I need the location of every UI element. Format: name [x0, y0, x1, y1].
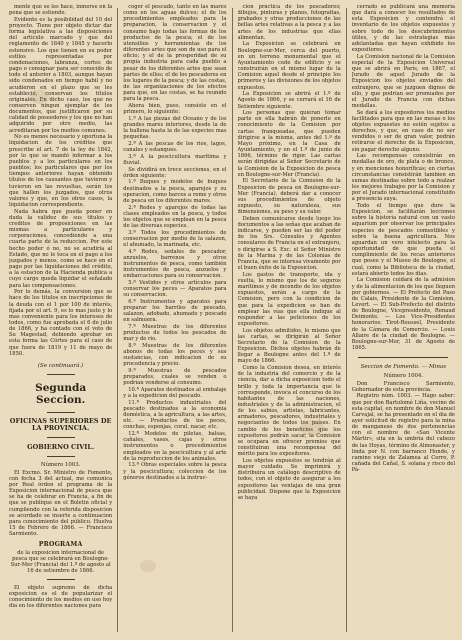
paragraph: 1.ª Buques y modelos de buques destinados a la pesca, aparejos y su operacion, como barcos a reme y otros de pesca en los diferentes mares. [123, 179, 227, 204]
paragraph: 9.ª Muestras de pescados preparados, cuales se venden o podrian venderse al consumo. [123, 368, 227, 387]
continuation-note: (Se continuará.) [37, 362, 84, 369]
paragraph: 1.ª A las piezas del Oceano y de los grandes mares interiores, desde la de la ballena hasta la de las especies mas pequeñas. [123, 115, 227, 141]
paragraph: 11.ª Productos industriales del pescado destinados a la economia doméstica, a la agricultura, a las artes, etc. — Productos de los peces, conchas, esponjas, coral, nacar, etc. [123, 399, 227, 431]
paragraph: cion práctica de los pescadores; dibujos, pinturas y planos, fotografias, grabados y otras producciones de las bellas artes relativas a la pesca y a las artes de los industrias que ellas alimentan. [237, 4, 341, 41]
paragraph: mente que se les hace, inmerse en la pena que se estiende. [9, 4, 113, 17]
divider [358, 357, 448, 358]
paragraph: La Exposicion se celebrará en Boulogne-sur-Mer, cerca del puerto, en un terreno monumental que el Ayuntamiento cede de edificio y se construirán en el mismo lugar de la Comision aquel desde el principio los primeros y las divisiones de los objetos expuestos. [237, 41, 341, 91]
paragraph: 13.ª Obras especiales sobre la pesca y la pescicultura; coleccion de los géneros destinados a la instruc- [123, 462, 227, 481]
column-4 [352, 4, 455, 636]
column-1 [9, 4, 112, 636]
paragraph: No es menos necesario y oportuna la liquidacion de los créditos que prescribe el art. 7 de la ley de 1842, por lo que se mandó informar a los pueblos y a los particulares en los pueblos; los particulares que por los tiempos anteriores hayan obtenido títulos de los causantes que tuvieron y tuvieron en las revueltas, serán los que hallen los juzgados, que otros valores y que, en los otros casos, la liquidacion correspondiente. [9, 134, 113, 208]
paragraph: Los gastos de transporte, ida y vuelta, lo mismo que los de seguros marítimos y de incendio de los objetos expuestos, serán a cargo de la Comision, pero con la condicion de que para la expedicion se han de emplear las vías que ella indique al responder a las peticiones de los expositores. [237, 271, 341, 327]
paragraph: Ahora bien, pues, consiste en el primero, lo siguiente: [123, 103, 227, 116]
paragraph: Nada habra que pueda poner en duda la validez de sus titulos y creditos de proposiciones en las mismas a particulares y corporaciones, concediendo a una cuarta parte de la reduccion. Por este hecho poder ó no, no se acudiria al Estado, que no le toca en el pago a los juzgados y menos, como se hace en el pago por las liquidaciones del crédito, a la estacion de la Hacienda publica a cuyo cargo queda liquidar el señalado para las compensaciones. [9, 208, 113, 289]
column-rule [232, 8, 233, 632]
paragraph: El Excmo. Sr. Ministro de Fomento, con fecha 3 del actual, me comunica por Real órden el programa de la Exposicion internacional de pesca que se ha de celebrar en Francia, a fin de que se publique en el Boletin oficial y cumpliendo con la referida disposicion se acordado se inserte a continuacion para conocimiento del público. Huelva 15 de Febrero de 1866. — Francisco Sarmiento. [9, 469, 113, 538]
paragraph: Se dará a los expositores los medios facilitados para que en las mesas o los objetos expuestos no estén sujetos a derechos, y que, en caso de no ser vendidos o ser de gran valor, podrán retirarse el derecho de la Exposicion, sin pagar derecho alguno. [351, 109, 455, 153]
column-rule [117, 8, 118, 632]
paragraph: Todo el tiempo que dure la Exposicion, se facilitarán lecciones sobre la historia natural con un vasto aquarium por observar los principales especies de pescados comestibles y sobre la buena agricultura. Nos aguardan un vero intelecto para la oportunidad de que pueda el cumplimiento de los recas anteriores que posee y el Museo de Boulogne, el cual, como la Biblioteca de la ciudad, estará abierto todos los días. [351, 203, 455, 277]
column-rule [346, 8, 347, 632]
paragraph: Por lo demás, la conversion que se hace de los titulos en inscripciones de la deuda con el 1 por 100 de interés, fijada por el art. 9, es lo mas justo y lo mas conveniente para los intereses de todos, como fue aprobada el 6 de julio de 1866, y ha contado con el voto de Su Magestad, debiendo aprobar en esta forma las Córtes para el caso de que fuera de 1819 y 11 de mayo de 1850. [9, 289, 113, 357]
paragraph: 3.ª A la pescicultura marítima y fluvial. [123, 153, 227, 166]
paragraph: 2.ª Redes y aparejos de todas las clases empleados en la pesca, y todos los objetos que se emplean en la pesca de las diversas especies. [123, 204, 227, 229]
paragraph: 5.ª Vestidos y otros artículos para conservar los peces — Aparatos para su conservacion. [123, 279, 227, 299]
program-title: PROGRAMA [38, 541, 83, 549]
office-heading: OFICINAS SUPERIORES DE LA PROVINCIA. [9, 417, 112, 433]
paragraph: Evidente es la posibilidad del 10 del proyecto. Tiene por objeto dictar dar forma legislativa a las disposiciones del articulo marcado y que del reglamento de 1840 y 1845 y hacerlo estensivo. Los que tienen en su poder estilos representadas por condenaciones, labranza, cortes de pago o consignar para ser conocido de todo el anterior a 1803, aunque hayan sido condenados en tiempo habil y no acudieron en el plazo que se les estableció, conservan los títulos originales. En dicho caso, los que no conserven ningun ejemplar de los documentos, que justificaron por su calidad de poseedores y los que no han adquirido por otro medio, las acreditaran por los medios comunes. [9, 16, 113, 134]
paragraph: Como la Comision desea, en interés de la industria del comercio y de la ciencia, dar a dicha exposicion todo el brillo y toda la importancia que le corresponde, invoca el concurso de los habitantes de las naciones, industriales y de la administracion, el de los sabios, artistas, fabricantes, armadores, pescadores, industriales y negociantes de todos los países. En cambio de los beneficios que los expositores podrán sacar, la Comision se ocupara en ofrecer premios que constituiran una recompensa del mérito para los expositores. [237, 365, 341, 458]
paragraph: Don Francisco Sarmiento, Gobernador de esta provincia. [351, 380, 455, 393]
paragraph: La Comision nacional de la Comision especial de la Exposicion Universal que se abrirá en París, en 1867, el Jurado de aquel Jurado de la Exposicion los objetos enviados del extranjero, que se juzguen dignos de ello, y que podrian ser premiados por el Jurado de Francia con dichas medallas. [351, 53, 455, 109]
divider [47, 374, 75, 375]
column-2 [123, 4, 226, 636]
paragraph: Registro núm. 1003. — Hago saber: que por don Bartolomé Liña, vecino de esta capital, en nombre de don Manuel Carvajal, se ha presentado en el dia de ayer solicitud de registro para la mina de manganeso de dos pertenencias con el nombre de «San Vicente Mártir», sita en la umbria del cabezo de las Hoyas, término de Almonaster, y linda por N. con barranco Hondo, y camino viejo de Zalamea al Cerro, P. cañada del Cañal, S. solana y risco del Pá- [351, 393, 455, 474]
notice-number: Número 1004. [383, 373, 424, 380]
paragraph: Los personas que quieran tomar parte en ella habrán de ponerlo en conocimiento de la Comision por cartas franqueadas, que pueden dirigirse a la misma, antes del 1.º de Mayo próximo, en la Casa de Ayuntamiento, y en el 1.º de junio de 1866, término de rigor. Las cartas serán dirigidas al Señor Secretario de la Comision de la Exposicion de pesca en Boulogne-sur-Mer (Francia). [237, 110, 341, 178]
paragraph: Los objetos expuestos se tendrán al mayor cuidado. Se imprimirá y distribuira un catálogo descriptivo de todos, con el objeto de asegurar a los expositores las ventajas de una gran publicidad. Dispone que la Exposicion se haya [237, 457, 341, 501]
divider [47, 437, 75, 438]
paragraph: Deben comunicarse desde luego los documentos a las señas que acaban de indicarse, y pueden ser las del poder de los Srs. Cónsules y Agentes consulares de Francia en el extranjero, o dirigirse a S. Exc. el Señor Ministro de la Marina y de las Colonias de Francia, que se interesa vivamente por el buen éxito de la Exposicion. [237, 215, 341, 272]
program-subtitle: de la exposicion internacional de pesca que se celebrará en Boulogne-Sur-Mer (Francia) del 1.º de agosto al 16 de setiembre de 1866. [10, 549, 111, 574]
paragraph: 12.ª Modelos de piletas, balsas, cañales, vasos, cajas y otros instrumentos o procedimientos empleados en la pescicultura y al arte de la reproduccion de los animales. [123, 431, 227, 462]
divider [47, 579, 75, 580]
paragraph: Los objetos admitidos, lo mismo que las cartas, se dirigirán al Señor Secretario de la Comision de la Exposicion. Dichos objetos habrán de llegar a Boulogne antes del 1.º de mayo de 1866. [237, 327, 341, 365]
paragraph: La Exposicion se abrirá el 1.º de Agosto de 1866, y se cerrará el 16 de Setiembre siguiente. [237, 91, 341, 110]
column-3 [238, 4, 341, 636]
paragraph: 10.ª Aparatos destinados al embalaje y a la expedicion del pescado. [123, 387, 227, 400]
paragraph: 3.ª Todos los procedimientos de conservacion por medio de la salazon, el ahumado, la marinada, etc. [123, 229, 227, 248]
paragraph: cerrado se publicará una memoria que dará a conocer los resultados de esta Exposicion y contendrá el inventario de los objetos expuestos y sobre todo de los descubrimientos útiles, y de las estrategias más adelantadas que hayan exhibido los expositores. [351, 4, 455, 54]
paragraph: 6.ª Instrumentos y aparatos para preparar los barriles de pescado, salazon, adobado, ahumado y pescado en salmuera. [123, 298, 227, 324]
section-subheading: Seccion de Fomento. — Minas [360, 364, 447, 371]
paragraph: El objeto supremo de dicha exposicion es el de popularizar el conocimiento de los medios en uso hoy dia en los diferentes naciones para [9, 584, 113, 609]
paragraph: Se dividirá en trece secciones, en el órden siguiente: [123, 166, 227, 179]
paragraph: 2.ª A las pescas de los rios, lagos, canales y estanques. [123, 140, 227, 154]
paragraph: coger el pescado, tanto en las mares como en los aguas dulces; el de los procedimientos empleados para la preparacion, la conservacion y el consumo bajo todas las formas de los productos de la pesca; el de los utensilios y herramientas de los diferentes artes que son de uso para el oficio; y el de la prosperidad de su propia industria para cada pueblo a pesar de los diferentes artes que sean partes de ellos; el de los pescadores en los lugares de la pesca; y de las costas, de las organizaciones de los efectos para que, en las costas, se ha reunido para la pesca. [123, 4, 227, 103]
section-heading: Segunda Seccion. [35, 382, 87, 407]
notice-number: Número 1003. [40, 462, 81, 469]
newspaper-page [9, 4, 455, 636]
paragraph: 7.ª Muestras de los diferentes productos de todos los pescados de mar y de rio. [123, 323, 227, 343]
paragraph: 4.ª Redes, sedales de pescador, anzuelos, barrenos y otros instrumentos de pesca, como también instrumentos de pesca, anzuelos y embarcaciones para su conservacion. [123, 248, 227, 280]
department-heading: GOBIERNO CIVIL. [27, 443, 95, 452]
divider [47, 456, 75, 457]
divider [47, 412, 75, 413]
paragraph: 8.ª Muestras de los diferentes abonos de todas los peces y sus sustancias, con indicacion de su procedencia y precio. [123, 342, 227, 368]
paragraph: Las recompensas consistirán en medallas de oro, de plata o de bronce, y en menciones honoríficas; en ciertas circunstancias consistirán tambien en sumas destinadas sobre todo a realzar los mejores trabajos por la Comision y por el Jurado internacional constituido a presencia suya. [351, 153, 455, 203]
paragraph: La Comision cuidará de la admision y de la alimentacion de los que lleguen por gobiernos. — El Prefecto del Paso de Calais, Presidente de la Comision, Levert. — El Sub-Prefecto del distrito de Boulogne, Vicepresidente, Renaud Deimonte. — Los Vice-Presidentes honorarios: Tirot-Roussel, Presidente de la Cámara de Comercio. — Louis Allaire de la ciudad de Boulogne. — Boulogne-sur-Mer, 31 de Agosto de 1865. [351, 277, 455, 352]
paragraph: El Secretario de la Comision de la Exposicion de pesca en Boulogne-sur-Mer (Francia), deberá dar a conocer sus procedimientos de objeto expuesto, su naturaleza, sus dimensiones, su peso y su valor. [237, 178, 341, 216]
